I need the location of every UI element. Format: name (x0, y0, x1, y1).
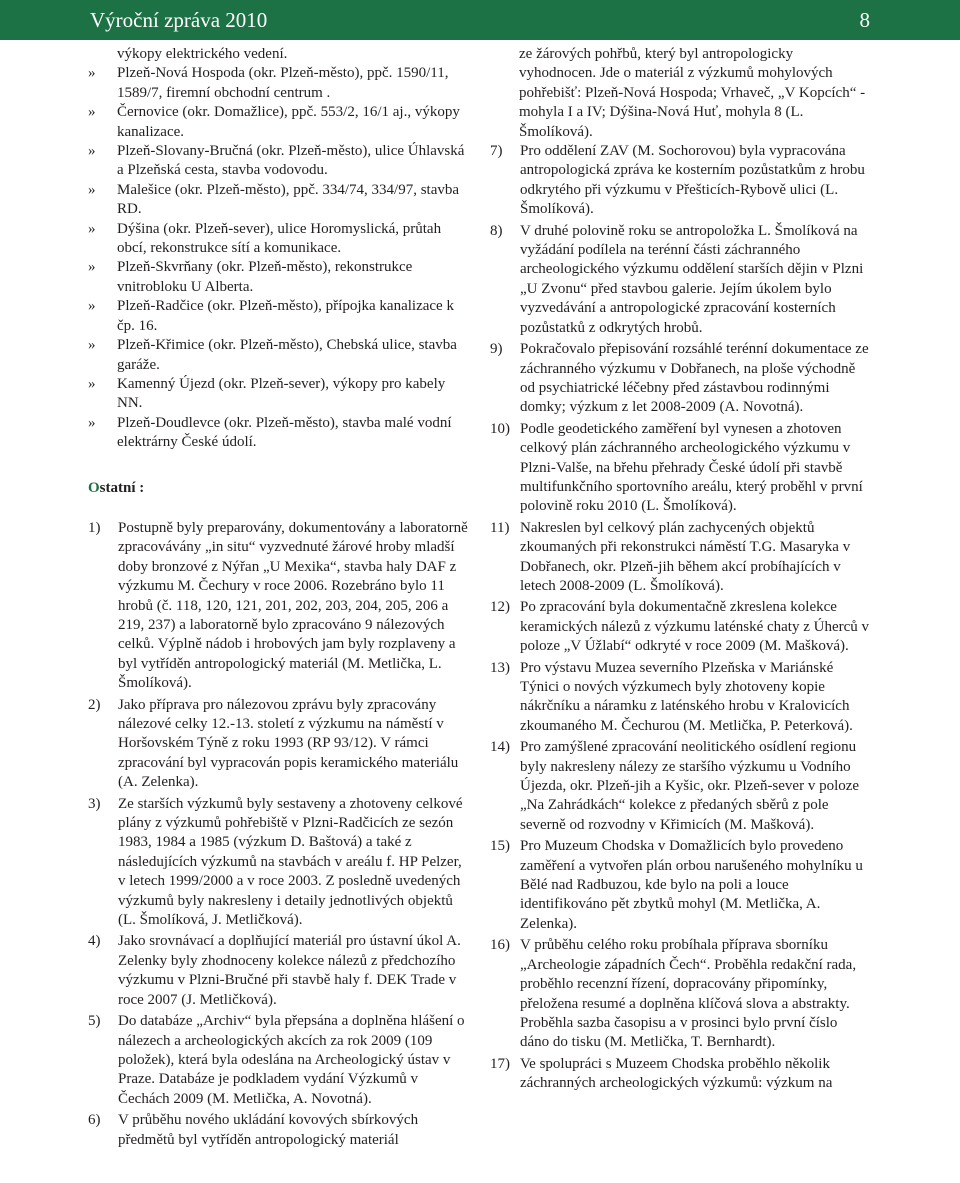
numbered-item (88, 932, 468, 1010)
numbered-item (490, 738, 870, 835)
item-number: 16) (490, 937, 510, 954)
bullet-text: Dýšina (okr. Plzeň-sever), ulice Horomyslická, průtah obcí, rekonstrukce sítí a komunikace. (117, 220, 442, 257)
numbered-item (88, 1012, 468, 1109)
item-text: Pokračovalo přepisování rozsáhlé terénní dokumentace ze záchranného výzkumu v Dobřanech, na ploše východně od psychiatrické léčebny před zástavbou rodinnými domky; výzkum z let 2008-2009 (A. Novotná). (520, 341, 869, 416)
bullet-marker: » (88, 337, 96, 354)
item-text: Podle geodetického zaměření byl vynesen a zhotoven celkový plán záchranného archeologického výzkumu v Plzni-Valše, na břehu přehrady České údolí při stavbě multifunkčního sportovního areálu, který proběhl v první polovině roku 2010 (L. Šmolíková). (520, 420, 863, 515)
item-number: 10) (490, 420, 510, 437)
heading-rest: statní : (99, 479, 145, 496)
bullet-item (88, 220, 468, 259)
bullet-marker: » (88, 143, 96, 160)
numbered-item (490, 340, 870, 418)
bullet-text: Plzeň-Radčice (okr. Plzeň-město), přípojka kanalizace k čp. 16. (117, 298, 454, 334)
bullet-item (88, 103, 468, 142)
right-intro-text: ze žárových pohřbů, který byl antropologicky vyhodnocen. Jde o materiál z výzkumů mohylových pohřebišť: Plzeň-Nová Hospoda; Vrhaveč, „V Kopcích“ - mohyla I a IV; Dýšina-Nová Huť, mohyla 8 (L. Šmolíková). (519, 46, 866, 140)
item-text: Postupně byly preparovány, dokumentovány a laboratorně zpracovávány „in situ“ vyzvednuté žárové hroby mladší doby bronzové z Nýřan „U Mexika“, stavba haly DAF z výzkumu M. Čechury v roce 2006. Rozebráno bylo 11 hrobů (č. 118, 120, 121, 201, 202, 203, 204, 205, 206 a 219, 237) a laboratorně bylo zpracováno 9 nálezových celků. Výplně nádob i hrobových jam byly rozplaveny a byl vytříděn antropologický materiál (M. Metlička, L. Šmolíková). (118, 519, 468, 692)
item-text: Pro výstavu Muzea severního Plzeňska v Mariánské Týnici o nových výzkumech byly zhotoveny kopie nákrčníku a náramku z laténského hrobu v Kralovicích zkoumaného M. Čechurou (M. Metlička, P. Peterková). (520, 659, 853, 734)
numbered-item (490, 659, 870, 737)
heading-initial: O (88, 479, 100, 496)
bullet-marker: » (88, 65, 96, 82)
item-number: 11) (490, 519, 510, 536)
numbered-item (88, 519, 468, 694)
report-title: Výroční zpráva 2010 (90, 8, 268, 32)
bullet-item (88, 414, 468, 453)
bullet-marker: » (88, 259, 96, 276)
right-column (490, 45, 870, 1096)
item-number: 5) (88, 1013, 101, 1030)
bullet-marker: » (88, 104, 96, 121)
item-number: 1) (88, 519, 101, 536)
bullet-item (88, 258, 468, 297)
item-number: 8) (490, 222, 503, 239)
numbered-item (88, 795, 468, 931)
item-number: 2) (88, 696, 101, 713)
item-number: 12) (490, 599, 510, 616)
item-number: 6) (88, 1112, 101, 1129)
item-text: Jako srovnávací a doplňující materiál pro ústavní úkol A. Zelenky byly zhodnoceny kolekce nálezů z předchozího výzkumu v Plzni-Bručné při stavbě haly f. DEK Trade v roce 2007 (J. Metličková). (118, 933, 461, 1008)
item-text: Jako příprava pro nálezovou zprávu byly zpracovány nálezové celky 12.-13. století z výzkumu na náměstí v Horšovském Týně z roku 1993 (RP 93/12). V rámci zpracování byl vypracován popis keramického materiálu (A. Zelenka). (118, 696, 459, 791)
item-number: 13) (490, 659, 510, 676)
item-number: 17) (490, 1055, 510, 1072)
bullet-marker: » (88, 220, 96, 237)
bullet-item (88, 375, 468, 414)
left-intro-text: výkopy elektrického vedení. (117, 46, 288, 62)
bullet-marker: » (88, 181, 96, 198)
bullet-item (88, 64, 468, 103)
bullet-text: Plzeň-Křimice (okr. Plzeň-město), Chebská ulice, stavba garáže. (117, 337, 457, 373)
left-numbered-list (88, 519, 468, 1150)
numbered-item (490, 1055, 870, 1094)
bullet-text: Plzeň-Skvrňany (okr. Plzeň-město), rekonstrukce vnitrobloku U Alberta. (117, 259, 413, 295)
left-column (88, 45, 468, 1152)
numbered-item (88, 696, 468, 793)
item-text: Pro zamýšlené zpracování neolitického osídlení regionu byly nakresleny nálezy ze staršího výzkumu u Vodního Újezda, okr. Plzeň-jih a Kyšic, okr. Plzeň-sever v poloze „Na Zahrádkách“ kolekce z předaných sběrů z pole severně od rozvodny v Křimicích (M. Mašková). (520, 739, 860, 833)
bullet-text: Černovice (okr. Domažlice), ppč. 553/2, 16/1 aj., výkopy kanalizace. (117, 104, 460, 140)
item-text: V průběhu celého roku probíhala příprava sborníku „Archeologie západních Čech“. Proběhla redakční rada, proběhlo recenzní řízení, dopracovány připomínky, přeložena resumé a doplněna klíčová slova a abstrakty. Proběhla sazba časopisu a v prosinci bylo první číslo dáno do tisku (M. Metlička, T. Bernhardt). (520, 937, 857, 1051)
numbered-item (490, 519, 870, 597)
bullet-item (88, 336, 468, 375)
numbered-item (490, 420, 870, 517)
bullet-text: Plzeň-Slovany-Bručná (okr. Plzeň-město), ulice Úhlavská a Plzeňská cesta, stavba vodovodu. (117, 143, 465, 179)
bullet-marker: » (88, 375, 96, 392)
section-heading (88, 479, 468, 498)
item-text: V průběhu nového ukládání kovových sbírkových předmětů byl vytříděn antropologický materiál (118, 1112, 419, 1148)
item-text: V druhé polovině roku se antropoložka L. Šmolíková na vyžádání podílela na terénní části záchranného archeologického výzkumu oddělení starších dějin v Plzni „U Zvonu“ před stavbou galerie. Jejím úkolem bylo vyzvedávání a antropologické zpracování kosterních pozůstatků z odkrytých hrobů. (520, 222, 864, 336)
bullet-marker: » (88, 414, 96, 431)
page-header (0, 0, 960, 40)
numbered-item (490, 598, 870, 656)
numbered-item (490, 142, 870, 220)
numbered-item (88, 1111, 468, 1150)
bullet-item (88, 181, 468, 220)
item-text: Nakreslen byl celkový plán zachycených objektů zkoumaných při rekonstrukci náměstí T.G. Masaryka v Dobřanech, okr. Plzeň-jih během akcí probíhajících v letech 2008-2009 (L. Šmolíková). (520, 519, 851, 594)
item-text: Do databáze „Archiv“ byla přepsána a doplněna hlášení o nálezech a archeologických akcích za rok 2009 (109 položek), která byla odeslána na Archeologický ústav v Praze. Databáze je podkladem vydání Výzkumů v Čechách 2009 (M. Metlička, A. Novotná). (118, 1013, 465, 1107)
item-text: Pro oddělení ZAV (M. Sochorovou) byla vypracována antropologická zpráva ke kosterním pozůstatkům z hrobu odkrytého při výzkumu v Přešticích-Rybově ulici (L. Šmolíková). (520, 143, 865, 218)
item-number: 3) (88, 795, 101, 812)
bullet-text: Plzeň-Doudlevce (okr. Plzeň-město), stavba malé vodní elektrárny České údolí. (117, 414, 452, 451)
item-number: 15) (490, 838, 510, 855)
bullet-item (88, 297, 468, 336)
item-number: 9) (490, 341, 503, 358)
page-number: 8 (859, 8, 870, 32)
numbered-item (490, 936, 870, 1052)
right-numbered-list (490, 142, 870, 1094)
bullet-marker: » (88, 298, 96, 315)
item-text: Ze starších výzkumů byly sestaveny a zhotoveny celkové plány z výzkumů pohřebiště v Plzni-Radčicích ze sezón 1983, 1984 a 1985 (výzkum D. Baštová) a také z následujících výzkumů na stavbách v areálu f. HP Pelzer, v letech 1999/2000 a v roce 2003. Z posledně uvedených výzkumů byly nakresleny i detaily jednotlivých objektů (L. Šmolíková, J. Metličková). (118, 795, 463, 929)
item-text: Po zpracování byla dokumentačně zkreslena kolekce keramických nálezů z výzkumu laténské chaty z Úherců v poloze „V Úžlabí“ odkryté v roce 2009 (M. Mašková). (520, 599, 870, 655)
bullet-text: Malešice (okr. Plzeň-město), ppč. 334/74, 334/97, stavba RD. (117, 181, 460, 218)
bullet-item (88, 142, 468, 181)
numbered-item (490, 837, 870, 934)
left-bullet-list (88, 64, 468, 452)
numbered-item (490, 222, 870, 338)
item-text: Ve spolupráci s Muzeem Chodska proběhlo několik záchranných archeologických výzkumů: výzkum na (520, 1055, 833, 1092)
item-number: 4) (88, 933, 101, 950)
bullet-text: Plzeň-Nová Hospoda (okr. Plzeň-město), ppč. 1590/11, 1589/7, firemní obchodní centrum . (117, 65, 449, 101)
bullet-text: Kamenný Újezd (okr. Plzeň-sever), výkopy pro kabely NN. (117, 375, 446, 412)
item-number: 7) (490, 143, 503, 160)
item-number: 14) (490, 739, 510, 756)
item-text: Pro Muzeum Chodska v Domažlicích bylo provedeno zaměření a vytvořen plán orbou narušeného mohylníku u Bělé nad Radbuzou, kde bylo na poli a louce identifikováno pět zbytků mohyl (M. Metlička, A. Zelenka). (520, 838, 863, 932)
